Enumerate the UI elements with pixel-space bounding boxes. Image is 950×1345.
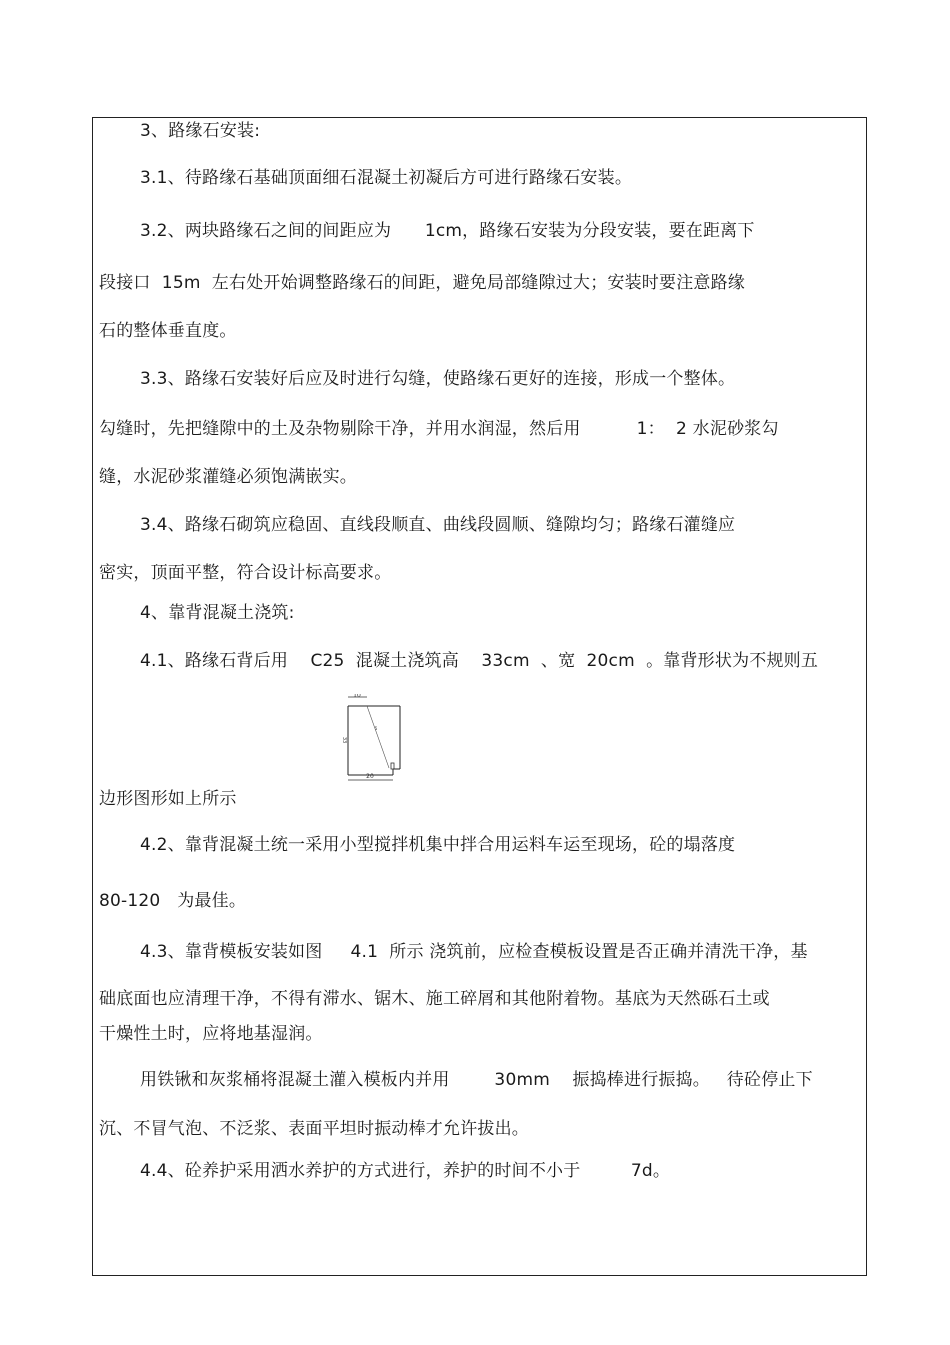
backfill-section-diagram bbox=[338, 694, 410, 784]
paragraph-4-3-line2: 础底面也应清理干净，不得有滞水、锯木、施工碎屑和其他附着物。基底为天然砾石土或 bbox=[99, 989, 770, 1009]
section-heading-3: 3、路缘石安装: bbox=[140, 121, 261, 141]
paragraph-3-3-line1: 3.3、路缘石安装好后应及时进行勾缝，使路缘石更好的连接，形成一个整体。 bbox=[140, 369, 736, 389]
section-notch bbox=[391, 763, 394, 769]
paragraph-4-3-line1: 4.3、靠背模板安装如图 4.1 所示 浇筑前，应检查模板设置是否正确并清洗干净，基 bbox=[140, 942, 808, 962]
top-dimension-label: 10 bbox=[353, 694, 361, 699]
section-diagonal bbox=[367, 706, 389, 768]
paragraph-3-4-line1: 3.4、路缘石砌筑应稳固、直线段顺直、曲线段圆顺、缝隙均匀；路缘石灌缝应 bbox=[140, 515, 736, 535]
paragraph-4-2-line1: 4.2、靠背混凝土统一采用小型搅拌机集中拌合用运料车运至现场，砼的塌落度 bbox=[140, 835, 736, 855]
left-dimension-label: 33 bbox=[341, 736, 347, 744]
paragraph-4-3-line5: 沉、不冒气泡、不泛浆、表面平坦时振动棒才允许拔出。 bbox=[99, 1119, 529, 1139]
paragraph-3-3-line2: 勾缝时，先把缝隙中的土及杂物剔除干净，并用水润湿，然后用 1： 2 水泥砂浆勾 bbox=[99, 419, 779, 439]
paragraph-3-2-line2: 段接口 15m 左右处开始调整路缘石的间距，避免局部缝隙过大；安装时要注意路缘 bbox=[99, 273, 746, 293]
paragraph-3-2-line3: 石的整体垂直度。 bbox=[99, 321, 237, 341]
paragraph-3-1: 3.1、待路缘石基础顶面细石混凝土初凝后方可进行路缘石安装。 bbox=[140, 168, 633, 188]
paragraph-4-1-caption: 边形图形如上所示 bbox=[99, 789, 237, 809]
section-heading-4: 4、靠背混凝土浇筑: bbox=[140, 603, 295, 623]
paragraph-3-2-line1: 3.2、两块路缘石之间的间距应为 1cm，路缘石安装为分段安装，要在距离下 bbox=[140, 221, 755, 241]
inner-dimension-label: 5 bbox=[374, 726, 378, 731]
paragraph-3-3-line3: 缝，水泥砂浆灌缝必须饱满嵌实。 bbox=[99, 467, 357, 487]
paragraph-3-4-line2: 密实，顶面平整，符合设计标高要求。 bbox=[99, 563, 392, 583]
paragraph-4-3-line3: 干燥性土时，应将地基湿润。 bbox=[99, 1024, 323, 1044]
bottom-dimension-label: 20 bbox=[366, 773, 374, 780]
paragraph-4-2-line2: 80-120 为最佳。 bbox=[99, 891, 247, 911]
paragraph-4-3-line4: 用铁锹和灰浆桶将混凝土灌入模板内并用 30mm 振捣棒进行振捣。 待砼停止下 bbox=[140, 1070, 813, 1090]
paragraph-4-4: 4.4、砼养护采用洒水养护的方式进行，养护的时间不小于 7d。 bbox=[140, 1161, 671, 1181]
paragraph-4-1: 4.1、路缘石背后用 C25 混凝土浇筑高 33cm 、宽 20cm 。靠背形状为不规则五 bbox=[140, 651, 819, 671]
